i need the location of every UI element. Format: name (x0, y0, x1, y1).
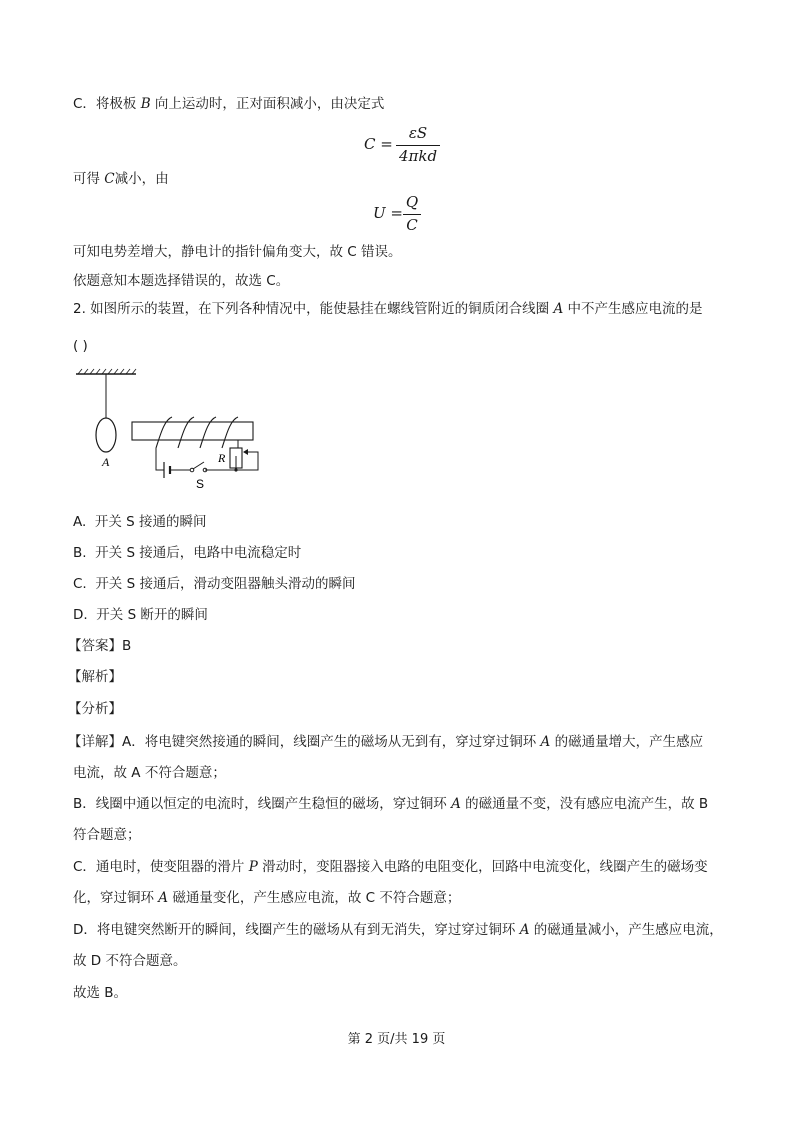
variable-a: A (451, 796, 461, 812)
formula-denominator: C (406, 216, 418, 234)
answer-line (68, 637, 131, 655)
question-2-stem (73, 300, 703, 318)
formula-numerator: Q (405, 193, 419, 211)
variable-a: A (158, 890, 169, 906)
text: 减小，由 (114, 171, 169, 187)
option-letter: C. (73, 576, 87, 592)
variable-c: C (104, 171, 115, 187)
copper-ring (96, 418, 116, 452)
junction-dot (234, 468, 237, 471)
detail-a-line2: 电流，故 A 不符合题意； (73, 765, 226, 781)
solenoid-core (132, 422, 253, 440)
slider-arrow-icon (243, 449, 248, 455)
solenoid-circuit-figure (72, 368, 272, 490)
detail-tag: 【详解】 (68, 734, 122, 750)
conclusion: 故选 B。 (73, 985, 128, 1001)
variable-a: A (553, 301, 564, 317)
option-text: 开关 S 接通的瞬间 (94, 514, 207, 530)
voltage-formula (373, 193, 433, 235)
option-d (73, 606, 208, 624)
text: C．将极板 (73, 96, 141, 112)
option-letter: B. (73, 545, 87, 561)
variable-a: A (519, 922, 530, 938)
switch-label: S (196, 477, 205, 490)
option-text: 开关 S 接通后，滑动变阻器触头滑动的瞬间 (95, 576, 356, 592)
text: 磁通量变化，产生感应电流，故 C 不符合题意； (168, 890, 461, 906)
text: C．通电时，使变阻器的滑片 (73, 859, 249, 875)
formula-lhs: U = (373, 204, 403, 222)
text: 2. 如图所示的装置，在下列各种情况中，能使悬挂在螺线管附近的铜质闭合线圈 (73, 301, 554, 317)
formula-lhs: C = (364, 135, 393, 153)
answer-tag: 【答案】 (68, 638, 122, 654)
detail-a-line1 (68, 733, 703, 751)
detail-b-line2: 符合题意； (73, 827, 141, 843)
question-2-paren: ( ) (73, 338, 88, 354)
option-c-line1 (73, 95, 384, 113)
analysis-tag: 【解析】 (68, 669, 122, 685)
text: 向上运动时，正对面积减小，由决定式 (150, 96, 385, 112)
capacitance-formula (364, 124, 454, 166)
text: B．线圈中通以恒定的电流时，线圈产生稳恒的磁场，穿过铜环 (73, 796, 452, 812)
fraction-bar (403, 214, 421, 215)
variable-b: B (140, 96, 151, 112)
detail-c-line1 (73, 858, 708, 876)
text: 化，穿过铜环 (73, 890, 159, 906)
variable-p: P (248, 859, 258, 875)
option-letter: D. (73, 607, 88, 623)
switch-icon (190, 462, 207, 472)
page-footer: 第 2 页/共 19 页 (347, 1032, 446, 1047)
ring-label: A (102, 455, 110, 469)
option-text: 开关 S 断开的瞬间 (96, 607, 208, 623)
resistor-label: R (218, 451, 226, 465)
fraction-bar (396, 145, 440, 146)
text: 可得 (73, 171, 105, 187)
formula-numerator: εS (408, 124, 428, 142)
option-c (73, 575, 355, 593)
detail-d-line1 (73, 921, 723, 939)
battery-icon (164, 462, 170, 478)
variable-a: A (540, 734, 551, 750)
option-letter: A. (73, 514, 87, 530)
text: 滑动时，变阻器接入电路的电阻变化，回路中电流变化，线圈产生的磁场变 (257, 859, 708, 875)
ceiling-support (76, 369, 136, 374)
option-a (73, 513, 207, 531)
circuit-wires (156, 440, 258, 470)
answer-value: B (122, 638, 132, 654)
detail-d-line2: 故 D 不符合题意。 (73, 953, 187, 969)
option-b (73, 544, 301, 562)
option-c-line3: 可知电势差增大，静电计的指针偏角变大，故 C 错误。 (73, 244, 402, 260)
option-c-line2 (73, 170, 169, 188)
option-c-line4: 依题意知本题选择错误的，故选 C。 (73, 273, 290, 289)
option-text: 开关 S 接通后，电路中电流稳定时 (95, 545, 302, 561)
fenxi-tag: 【分析】 (68, 701, 122, 717)
text: 的磁通量不变，没有感应电流产生，故 B (460, 796, 709, 812)
text: D．将电键突然断开的瞬间，线圈产生的磁场从有到无消失，穿过穿过铜环 (73, 922, 520, 938)
detail-b-line1 (73, 795, 708, 813)
text: A．将电键突然接通的瞬间，线圈产生的磁场从无到有，穿过穿过铜环 (122, 734, 541, 750)
text: 中不产生感应电流的是 (563, 301, 703, 317)
text: 的磁通量增大，产生感应 (550, 734, 704, 750)
text: 的磁通量减小，产生感应电流， (529, 922, 723, 938)
formula-denominator: 4πkd (398, 147, 438, 165)
detail-c-line2 (73, 889, 460, 907)
